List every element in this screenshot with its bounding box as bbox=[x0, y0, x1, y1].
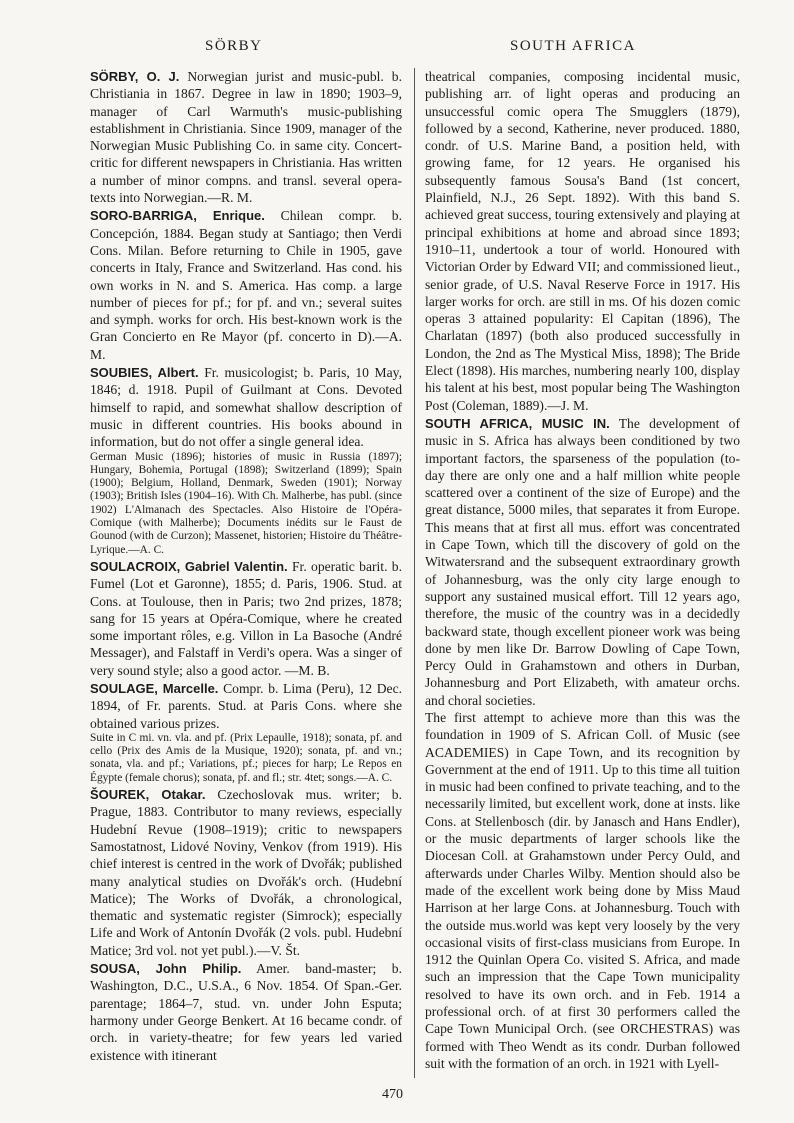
left-column bbox=[90, 68, 402, 1065]
entry-text: Amer. band-master; b. Washington, D.C., U.S.A., 6 Nov. 1854. Of Span.-Ger. parentage; 1864–7, stud. vn. under John Esputa; harmony under George Benkert. At 16 became condr. of orch. in variety-theatre; for few years led varied existence with itinerant bbox=[90, 961, 402, 1063]
entry-paragraph: The first attempt to achieve more than this was the foundation in 1909 of S. African Coll. of Music (see ACADEMIES) in Cape Town, and its recognition by Government at the end of 1911. Up to this time all tuition in music had been confined to private teaching, and to the necessarily limited, but excellent work, done at insts. like Cons. at Stellenbosch (dir. by Janasch and Hans Endler), or the music departments of larger schools like the Diocesan Coll. at Grahamstown under Percy Ould, and afterwards under Charles Wilby. Mention should also be made of the excellent work being done by Miss Maud Harrison at her large Cons. at Johannesburg. Touch with the outside mus.world was kept very loosely by the very occasional visits of first-class musicians from Europe. In 1912 the Quinlan Opera Co. visited S. Africa, and made such an impression that the Cape Town municipality resolved to have its own orch. and in Feb. 1914 a professional orch. of at first 30 performers called the Cape Town Municipal Orch. (see ORCHESTRAS) was formed with Theo Wendt as its condr. Durban followed suit with the formation of an orch. in 1921 with Lyell- bbox=[425, 709, 740, 1071]
running-head-left: SÖRBY bbox=[205, 38, 263, 54]
entry-text: theatrical companies, composing incidental music, publishing arr. of light operas and producing an unsuccessful comic opera The Smugglers (1879), followed by a second, Katherine, never produced. 1880, condr. of U.S. Marine Band, a position held, with growing fame, for 12 years. He organised his subsequently famous Sousa's Band (1st concert, Plainfield, N.J., 26 Sept. 1892). With this band S. achieved great success, touring extensively and playing at principal exhibitions at home and abroad since 1893; 1910–11, undertook a tour of world. Honoured with Victorian Order by Edward VII; and commissioned lieut., senior grade, of U.S. Naval Reserve Force in 1917. His larger works for orch. are still in ms. Of his dozen comic operas 3 attained popularity: El Capitan (1896), The Charlatan (1897) (both also produced successfully in London, the 2nd as The Mystical Miss, 1898); The Bride Elect (1898). His marches, numbering nearly 100, display his talent at his best, most popular being The Washington Post (Coleman, 1889).—J. M. bbox=[425, 69, 740, 413]
entry-text: Chilean compr. b. Concepción, 1884. Began study at Santiago; then Verdi Cons. Milan. Before returning to Chile in 1905, gave concerts in Italy, France and Switzerland. Has cond. his own works in N. and S. America. Has comp. a large number of pieces for pf.; for pf. and vn.; several suites and symph. works for orch. His best-known work is the Gran Concierto en Re Mayor (pf. concerto in D).—A. M. bbox=[90, 208, 402, 362]
entry-works-list: Suite in C mi. vn. vla. and pf. (Prix Lepaulle, 1918); sonata, pf. and cello (Prix des Amis de la Musique, 1920); sonata, pf. and vn.; sonata, vla. and pf.; Variations, pf.; pieces for harp; Le Repos en Égypte (female chorus); sonata, pf. and fl.; str. 4tet; songs.—A. C. bbox=[90, 731, 402, 784]
entry-text: Czechoslovak mus. writer; b. Prague, 1883. Contributor to many reviews, especially Hudební Revue (1908–1919); critic to newspapers Samostatnost, Lidové Noviny, Venkov (from 1919). His chief interest is centred in the work of Dvořák; published many analytical studies on Dvořák's orch. (Hudební Matice); The Works of Dvořák, a chronological, thematic and systematic register (Simrock); especially Life and Work of Antonín Dvořák (2 vols. publ. Hudební Matice; 3rd vol. not yet publ.).—V. Št. bbox=[90, 787, 402, 958]
right-column bbox=[425, 68, 740, 1073]
entry-soulacroix bbox=[90, 558, 402, 679]
running-head-right: SOUTH AFRICA bbox=[510, 38, 636, 54]
entry-headword: SÖRBY, O. J. bbox=[90, 69, 180, 84]
entry-headword: SOULACROIX, Gabriel Valentin. bbox=[90, 558, 288, 574]
entry-soubies bbox=[90, 364, 402, 557]
entry-headword: ŠOUREK, Otakar. bbox=[90, 787, 206, 803]
entry-soulage bbox=[90, 680, 402, 785]
entry-sousa bbox=[90, 960, 402, 1064]
column-divider bbox=[414, 68, 415, 1078]
entry-text: Fr. operatic barit. b. Fumel (Lot et Garonne), 1855; d. Paris, 1906. Stud. at Cons. at Toulouse, then in Paris; two 2nd prizes, 1878; sang for 15 years at Opéra-Comique, where he created some important rôles, e.g. Villon in La Basoche (André Messager), and Falstaff in Verdi's opera. Was a singer of very sound style; also a good actor. —M. B. bbox=[90, 558, 402, 678]
entry-sousa-continued bbox=[425, 68, 740, 414]
entry-headword: SOUBIES, Albert. bbox=[90, 365, 199, 381]
entry-headword: SOUSA, John Philip. bbox=[90, 961, 242, 977]
entry-headword: SOUTH AFRICA, MUSIC IN. bbox=[425, 415, 610, 431]
page-number: 470 bbox=[382, 1087, 403, 1102]
entry-text: Fr. musicologist; b. Paris, 10 May, 1846; d. 1918. Pupil of Guilmant at Cons. Devoted himself to rapid, and somewhat shallow description of music in different countries. His books abound in information, but do not offer a single general idea. bbox=[90, 365, 402, 450]
entry-works-list: German Music (1896); histories of music in Russia (1897); Hungary, Bohemia, Portugal (1898); Switzerland (1899); Spain (1900); Belgium, Holland, Denmark, Sweden (1901); Norway (1903); British Isles (1904–16). With Ch. Malherbe, has publ. (since 1902) L'Almanach des Spectacles. Also Histoire de l'Opéra-Comique (with Malherbe); Documents inédits sur le Faust de Gounod (with de Curzon); Massenet, historien; Histoire du Théâtre-Lyrique.—A. C. bbox=[90, 450, 402, 556]
entry-soro-barriga bbox=[90, 207, 402, 363]
entry-south-africa bbox=[425, 415, 740, 1072]
entry-headword: SORO-BARRIGA, Enrique. bbox=[90, 208, 265, 224]
entry-sourek bbox=[90, 786, 402, 959]
entry-headword: SOULAGE, Marcelle. bbox=[90, 680, 219, 696]
entry-sorby bbox=[90, 68, 402, 206]
entry-text: The development of music in S. Africa has always been conditioned by two important factors, the sparseness of the population (to-day there are only one and a half million white people scattered over a continent of the size of Europe) and the great distance, 5000 miles, that separates it from Europe. This means that at first all mus. effort was concentrated in Cape Town, which till the discovery of gold on the Witwatersrand and the subsequent extraordinary growth of Johannesburg, was the only city large enough to support any sustained musical effort. Till 12 years ago, therefore, the music of the country was in a decidedly backward state, though excellent pioneer work was being done by men like Dr. Barrow Dowling of Cape Town, Percy Ould in Grahamstown and others in Durban, Johannesburg and Port Elizabeth, with amateur orchs. and choral societies. bbox=[425, 415, 740, 708]
entry-text: Compr. b. Lima (Peru), 12 Dec. 1894, of Fr. parents. Stud. at Paris Cons. where she obtained various prizes. bbox=[90, 680, 402, 731]
entry-text: Norwegian jurist and music-publ. b. Christiania in 1867. Degree in law in 1890; 1903–9, manager of Carl Warmuth's music-publishing establishment in Christiania. Since 1909, manager of the Norwegian Music Publishing Co. in same city. Concert-critic for different newspapers in Christiania. Has written a number of minor compns. and transl. several opera-texts into Norwegian.—R. M. bbox=[90, 69, 402, 206]
